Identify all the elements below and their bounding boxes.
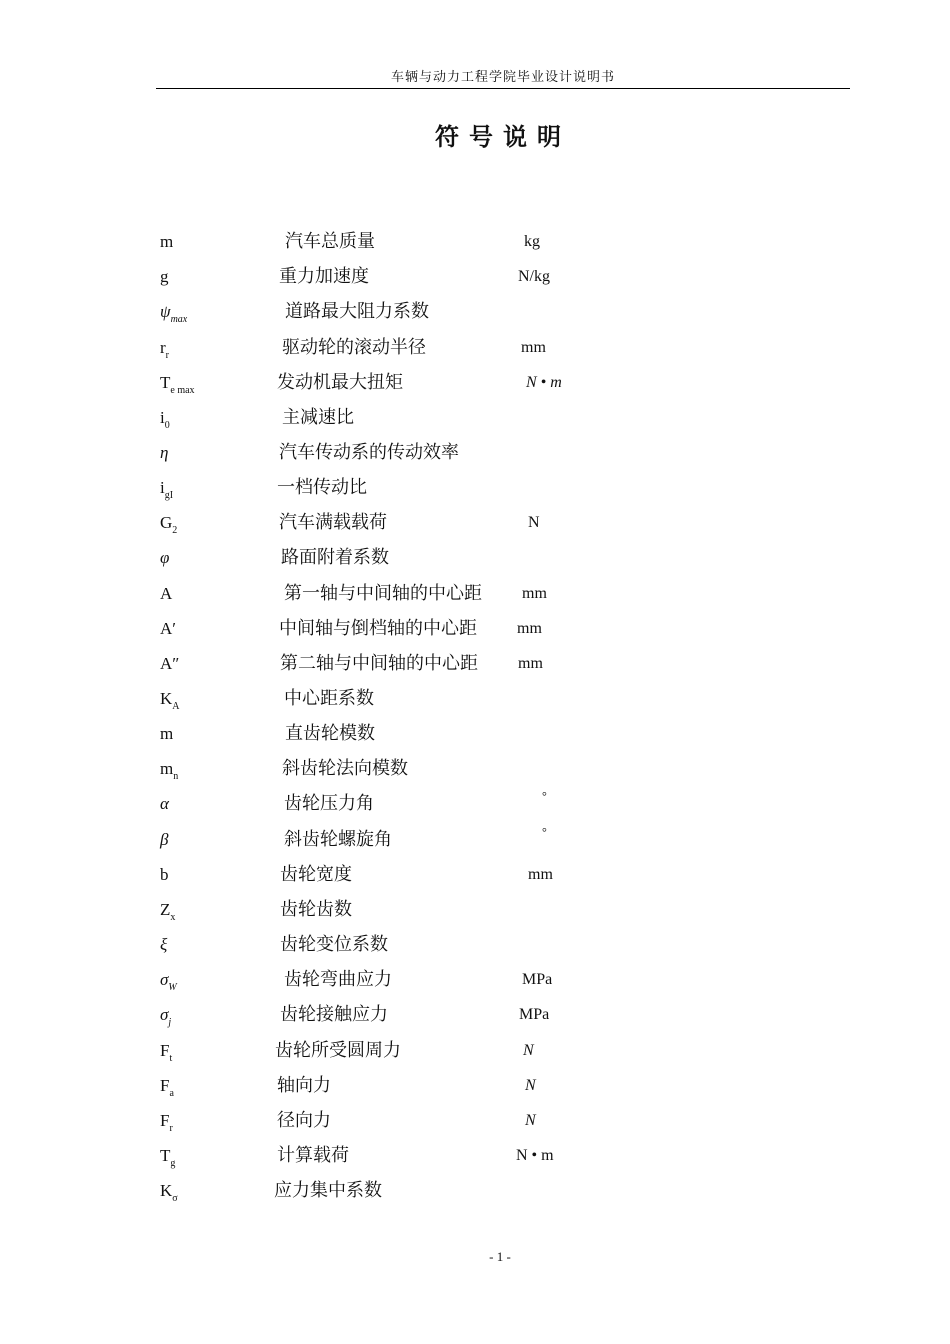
table-row [0, 1180, 950, 1210]
symbol-main: K [160, 689, 173, 708]
symbol-main: σ [160, 970, 169, 989]
table-row [0, 653, 950, 683]
symbol-main: φ [160, 548, 170, 567]
symbol [160, 512, 177, 537]
symbol-unit: N [525, 1112, 536, 1129]
symbol [160, 1110, 173, 1135]
symbol-description: 直齿轮模数 [285, 723, 375, 744]
symbol [160, 829, 168, 851]
symbol-description: 齿轮接触应力 [280, 1004, 388, 1025]
symbol [160, 1180, 178, 1205]
header-rule [156, 88, 850, 89]
table-row [0, 301, 950, 331]
symbol-main: T [160, 373, 171, 392]
symbol [160, 969, 177, 994]
symbol-main: F [160, 1111, 170, 1130]
symbol-main: i [160, 478, 165, 497]
symbol-main: β [160, 830, 169, 849]
symbol [160, 1075, 174, 1100]
symbol-subscript: r [169, 1123, 173, 1134]
symbol-unit: mm [517, 620, 542, 637]
symbol-description: 轴向力 [277, 1075, 331, 1096]
symbol-description: 汽车总质量 [285, 231, 375, 252]
symbol-subscript: n [173, 771, 179, 782]
table-row [0, 442, 950, 472]
symbol-unit: N [523, 1042, 534, 1059]
symbol-description: 汽车满载载荷 [279, 512, 387, 533]
symbol-main: F [160, 1076, 170, 1095]
symbol-description: 主减速比 [282, 407, 354, 428]
symbol [160, 793, 169, 815]
symbol-unit: N • m [526, 374, 562, 391]
symbol-subscript: j [168, 1017, 172, 1028]
symbol-description: 汽车传动系的传动效率 [279, 442, 459, 463]
table-row [0, 407, 950, 437]
symbol [160, 688, 180, 713]
symbol-main: η [160, 443, 169, 462]
table-row [0, 266, 950, 296]
table-row [0, 899, 950, 929]
symbol [160, 231, 173, 253]
symbol-unit: mm [518, 655, 543, 672]
symbol-unit: kg [524, 233, 540, 250]
symbol [160, 1004, 171, 1029]
symbol-description: 齿轮齿数 [280, 899, 352, 920]
symbol-unit: N/kg [518, 268, 550, 285]
symbol-main: A′ [160, 619, 176, 638]
symbol-main: K [160, 1181, 173, 1200]
symbol [160, 864, 169, 886]
symbol [160, 442, 168, 464]
table-row [0, 618, 950, 648]
symbol-subscript: e max [170, 385, 195, 396]
symbol-description: 径向力 [277, 1110, 331, 1131]
symbol-main: A″ [160, 654, 180, 673]
table-row [0, 547, 950, 577]
table-row [0, 1075, 950, 1105]
symbol-description: 斜齿轮螺旋角 [284, 829, 392, 850]
symbol-description: 发动机最大扭矩 [277, 372, 403, 393]
symbol [160, 1145, 175, 1170]
symbol-description: 第二轴与中间轴的中心距 [280, 653, 478, 674]
table-row [0, 789, 950, 823]
symbol [160, 1040, 172, 1065]
table-row [0, 969, 950, 999]
table-row [0, 1040, 950, 1070]
symbol-main: α [160, 794, 169, 813]
symbol-main: m [160, 759, 174, 778]
symbol-description: 路面附着系数 [281, 547, 389, 568]
symbol-main: b [160, 865, 169, 884]
symbol-subscript: W [168, 982, 177, 993]
symbol-subscript: A [172, 701, 180, 712]
symbol-description: 应力集中系数 [274, 1180, 382, 1201]
symbol-main: A [160, 584, 173, 603]
symbol-subscript: 0 [164, 420, 170, 431]
table-row [0, 512, 950, 542]
symbol [160, 758, 178, 783]
symbol [160, 301, 187, 326]
symbol-main: G [160, 513, 173, 532]
symbol-description: 齿轮弯曲应力 [284, 969, 392, 990]
table-row [0, 758, 950, 788]
symbol-subscript: max [170, 314, 188, 325]
symbol-main: Z [160, 900, 171, 919]
symbol-description: 计算载荷 [277, 1145, 349, 1166]
symbol [160, 547, 169, 569]
symbol-main: ξ [160, 935, 168, 954]
symbol-unit: N [528, 514, 540, 531]
symbol-subscript: 2 [172, 525, 178, 536]
symbol-main: σ [160, 1005, 169, 1024]
symbol-description: 驱动轮的滚动半径 [282, 337, 426, 358]
symbol-subscript: σ [172, 1193, 178, 1204]
table-row [0, 372, 950, 402]
table-row [0, 825, 950, 859]
symbol-unit: MPa [522, 971, 553, 988]
symbol [160, 723, 173, 745]
symbol-description: 齿轮变位系数 [280, 934, 388, 955]
symbol [160, 337, 169, 362]
symbol-main: i [160, 408, 165, 427]
symbol-main: r [160, 338, 166, 357]
symbol-main: m [160, 724, 174, 743]
symbol-unit: mm [522, 585, 547, 602]
symbol-description: 中间轴与倒档轴的中心距 [279, 618, 477, 639]
symbol-description: 中心距系数 [284, 688, 374, 709]
symbol-subscript: t [169, 1053, 173, 1064]
symbol [160, 934, 167, 956]
symbol-description: 齿轮宽度 [280, 864, 352, 885]
symbol-unit: mm [521, 339, 546, 356]
symbol-main: F [160, 1041, 170, 1060]
symbol-unit: ° [542, 825, 547, 839]
table-row [0, 477, 950, 507]
symbol [160, 407, 170, 432]
symbol-unit: mm [528, 866, 553, 883]
symbol-main: T [160, 1146, 171, 1165]
symbol-subscript: g [170, 1158, 176, 1169]
table-row [0, 337, 950, 367]
table-row [0, 723, 950, 753]
symbol-subscript: a [169, 1088, 174, 1099]
symbol-subscript: x [170, 912, 176, 923]
symbol [160, 583, 172, 605]
symbol-unit: ° [542, 789, 547, 803]
symbol-main: g [160, 267, 169, 286]
table-row [0, 231, 950, 261]
symbol-subscript: gI [164, 490, 174, 501]
table-row [0, 934, 950, 964]
symbol-description: 齿轮所受圆周力 [275, 1040, 401, 1061]
symbol-description: 斜齿轮法向模数 [282, 758, 408, 779]
symbol-unit: MPa [519, 1006, 550, 1023]
symbol-subscript: r [165, 350, 170, 361]
symbol [160, 653, 179, 675]
symbol-unit: N • m [516, 1147, 554, 1164]
table-row [0, 1004, 950, 1034]
symbol-description: 齿轮压力角 [284, 793, 374, 814]
symbol-description: 第一轴与中间轴的中心距 [284, 583, 482, 604]
page-number: - 1 - [489, 1249, 511, 1264]
symbol-unit: N [525, 1077, 536, 1094]
symbol-main: m [160, 232, 174, 251]
page-header: 车辆与动力工程学院毕业设计说明书 [390, 70, 615, 85]
page-title: 符号说明 [435, 123, 571, 151]
symbol [160, 372, 195, 397]
symbol [160, 477, 173, 502]
symbol-description: 道路最大阻力系数 [285, 301, 429, 322]
symbol-main: ψ [160, 302, 171, 321]
table-row [0, 1145, 950, 1175]
symbol-description: 重力加速度 [279, 266, 369, 287]
symbol [160, 899, 175, 924]
table-row [0, 583, 950, 613]
table-row [0, 864, 950, 894]
table-row [0, 1110, 950, 1140]
table-row [0, 688, 950, 718]
symbol-description: 一档传动比 [277, 477, 367, 498]
symbol [160, 266, 169, 288]
symbol [160, 618, 176, 640]
